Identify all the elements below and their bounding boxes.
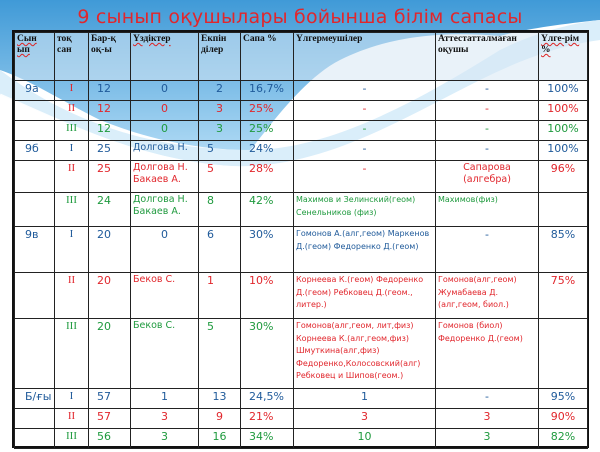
cell-progress: 100% bbox=[539, 121, 588, 141]
cell-class bbox=[15, 409, 55, 429]
cell-group: III bbox=[55, 193, 89, 227]
header-attestation: Аттестатталмаған оқушы bbox=[436, 33, 539, 81]
table-row bbox=[15, 319, 588, 389]
table-row bbox=[15, 429, 588, 449]
header-class-label: Сын ып bbox=[17, 34, 37, 55]
cell-behind: 16 bbox=[199, 429, 241, 449]
cell-progress bbox=[539, 319, 588, 389]
cell-excellent: 0 bbox=[131, 81, 199, 101]
cell-excellent: Беков С. bbox=[131, 273, 199, 319]
cell-quality: 24,5% bbox=[241, 389, 294, 409]
quality-table bbox=[14, 32, 588, 449]
cell-quality: 42% bbox=[241, 193, 294, 227]
cell-passers: 3 bbox=[294, 409, 436, 429]
cell-progress: 75% bbox=[539, 273, 588, 319]
cell-excellent: Долгова Н. Бакаев А. bbox=[131, 193, 199, 227]
cell-quality: 34% bbox=[241, 429, 294, 449]
table-row bbox=[15, 409, 588, 429]
cell-excellent: 3 bbox=[131, 429, 199, 449]
table-header-row bbox=[15, 33, 588, 81]
cell-excellent: 0 bbox=[131, 227, 199, 273]
cell-group: II bbox=[55, 161, 89, 193]
cell-class bbox=[15, 161, 55, 193]
cell-quality: 10% bbox=[241, 273, 294, 319]
cell-count: 25 bbox=[89, 141, 131, 161]
page-title: 9 сынып оқушылары бойынша білім сапасы bbox=[77, 6, 523, 28]
cell-quality: 24% bbox=[241, 141, 294, 161]
cell-count: 25 bbox=[89, 161, 131, 193]
cell-class: 9б bbox=[15, 141, 55, 161]
table-row bbox=[15, 227, 588, 273]
cell-quality: 21% bbox=[241, 409, 294, 429]
table-row bbox=[15, 193, 588, 227]
cell-attestation: - bbox=[436, 101, 539, 121]
cell-group: III bbox=[55, 429, 89, 449]
cell-count: 20 bbox=[89, 273, 131, 319]
table-row bbox=[15, 121, 588, 141]
cell-group: III bbox=[55, 319, 89, 389]
cell-count: 24 bbox=[89, 193, 131, 227]
cell-attestation: - bbox=[436, 389, 539, 409]
table-row bbox=[15, 273, 588, 319]
cell-attestation: 3 bbox=[436, 429, 539, 449]
cell-excellent: Беков С. bbox=[131, 319, 199, 389]
cell-count: 20 bbox=[89, 319, 131, 389]
cell-quality: 16,7% bbox=[241, 81, 294, 101]
cell-behind: 9 bbox=[199, 409, 241, 429]
cell-passers: - bbox=[294, 161, 436, 193]
cell-passers: Гомонов(алг,геом, лит,физ) Корнеева К.(алг,геом,физ) Шмуткина(алг,физ) Федоренко,Колосовский(алг) Ребковец и Шипов(геом.) bbox=[294, 319, 436, 389]
cell-behind: 2 bbox=[199, 81, 241, 101]
quality-table-wrapper bbox=[12, 30, 589, 448]
cell-group: I bbox=[55, 389, 89, 409]
cell-passers: 10 bbox=[294, 429, 436, 449]
cell-count: 57 bbox=[89, 389, 131, 409]
cell-passers: Гомонов А.(алг,геом) Маркенов Д.(геом) Федоренко Д.(геом) bbox=[294, 227, 436, 273]
cell-group: I bbox=[55, 141, 89, 161]
cell-excellent: 3 bbox=[131, 409, 199, 429]
cell-behind: 8 bbox=[199, 193, 241, 227]
cell-attestation: 3 bbox=[436, 409, 539, 429]
cell-count: 57 bbox=[89, 409, 131, 429]
cell-class bbox=[15, 101, 55, 121]
table-row bbox=[15, 81, 588, 101]
header-group: тоқ сан bbox=[55, 33, 89, 81]
cell-count: 12 bbox=[89, 81, 131, 101]
cell-progress: 90% bbox=[539, 409, 588, 429]
cell-behind: 3 bbox=[199, 121, 241, 141]
cell-class bbox=[15, 121, 55, 141]
cell-progress: 85% bbox=[539, 227, 588, 273]
cell-passers: - bbox=[294, 121, 436, 141]
cell-passers: 1 bbox=[294, 389, 436, 409]
header-count: Бар-қ оқ-ы bbox=[89, 33, 131, 81]
header-passers: Үлгермеушілер bbox=[294, 33, 436, 81]
cell-progress: 100% bbox=[539, 81, 588, 101]
cell-count: 12 bbox=[89, 121, 131, 141]
header-behind: Екпін ділер bbox=[199, 33, 241, 81]
cell-passers: - bbox=[294, 141, 436, 161]
cell-behind: 5 bbox=[199, 141, 241, 161]
cell-attestation: - bbox=[436, 81, 539, 101]
cell-attestation: Гомонов(алг,геом) Жумабаева Д. (алг,геом, биол.) bbox=[436, 273, 539, 319]
cell-count: 20 bbox=[89, 227, 131, 273]
cell-group: II bbox=[55, 409, 89, 429]
header-quality: Сапа % bbox=[241, 33, 294, 81]
cell-progress: 82% bbox=[539, 429, 588, 449]
cell-quality: 28% bbox=[241, 161, 294, 193]
cell-progress bbox=[539, 193, 588, 227]
cell-class: 9в bbox=[15, 227, 55, 273]
cell-quality: 25% bbox=[241, 121, 294, 141]
cell-excellent: Долгова Н. Бакаев А. bbox=[131, 161, 199, 193]
table-row bbox=[15, 161, 588, 193]
cell-progress: 100% bbox=[539, 141, 588, 161]
cell-excellent: 0 bbox=[131, 121, 199, 141]
cell-count: 12 bbox=[89, 101, 131, 121]
cell-class: 9а bbox=[15, 81, 55, 101]
cell-class: Б/ғы bbox=[15, 389, 55, 409]
cell-class bbox=[15, 319, 55, 389]
cell-count: 56 bbox=[89, 429, 131, 449]
cell-attestation: - bbox=[436, 141, 539, 161]
cell-behind: 6 bbox=[199, 227, 241, 273]
cell-group: II bbox=[55, 101, 89, 121]
table-row bbox=[15, 141, 588, 161]
cell-group: III bbox=[55, 121, 89, 141]
cell-class bbox=[15, 273, 55, 319]
cell-excellent: Долгова Н. bbox=[131, 141, 199, 161]
cell-quality: 25% bbox=[241, 101, 294, 121]
cell-quality: 30% bbox=[241, 227, 294, 273]
header-progress bbox=[539, 33, 588, 81]
table-row bbox=[15, 101, 588, 121]
cell-passers: - bbox=[294, 101, 436, 121]
cell-behind: 1 bbox=[199, 273, 241, 319]
cell-attestation: Гомонов (биол) Федоренко Д.(геом) bbox=[436, 319, 539, 389]
cell-progress: 96% bbox=[539, 161, 588, 193]
header-progress-label: Үлге-рім % bbox=[541, 34, 580, 55]
cell-class bbox=[15, 429, 55, 449]
table-row bbox=[15, 389, 588, 409]
cell-behind: 13 bbox=[199, 389, 241, 409]
cell-behind: 5 bbox=[199, 161, 241, 193]
cell-class bbox=[15, 193, 55, 227]
cell-passers: - bbox=[294, 81, 436, 101]
header-excellent bbox=[131, 33, 199, 81]
cell-attestation: - bbox=[436, 227, 539, 273]
header-class bbox=[15, 33, 55, 81]
cell-attestation: - bbox=[436, 121, 539, 141]
cell-excellent: 0 bbox=[131, 101, 199, 121]
cell-group: I bbox=[55, 81, 89, 101]
cell-progress: 95% bbox=[539, 389, 588, 409]
cell-quality: 30% bbox=[241, 319, 294, 389]
cell-excellent: 1 bbox=[131, 389, 199, 409]
cell-passers: Корнеева К.(геом) Федоренко Д.(геом) Ребковец Д.(геом., литер.) bbox=[294, 273, 436, 319]
cell-behind: 3 bbox=[199, 101, 241, 121]
cell-group: II bbox=[55, 273, 89, 319]
cell-attestation: Сапарова (алгебра) bbox=[436, 161, 539, 193]
header-excellent-label: Үздіктер bbox=[133, 34, 171, 44]
cell-group: I bbox=[55, 227, 89, 273]
cell-attestation: Махимов(физ) bbox=[436, 193, 539, 227]
cell-progress: 100% bbox=[539, 101, 588, 121]
cell-behind: 5 bbox=[199, 319, 241, 389]
cell-passers: Махимов и Зелинский(геом) Сенельников (физ) bbox=[294, 193, 436, 227]
